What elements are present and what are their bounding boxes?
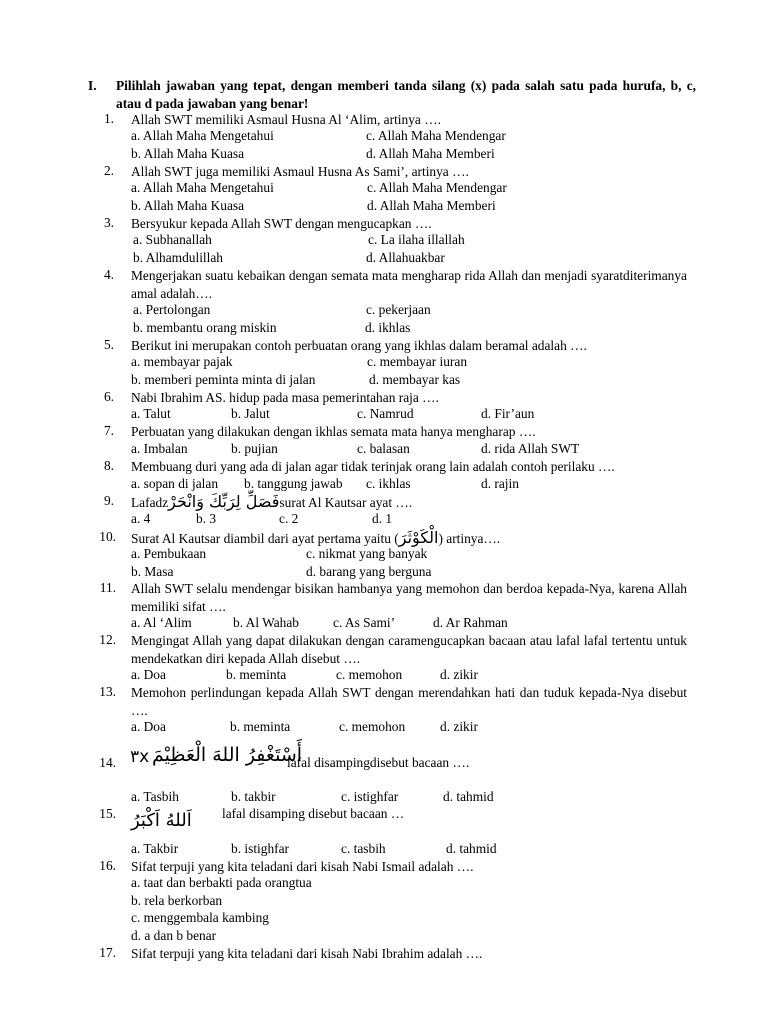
question-number: 11. — [99, 580, 116, 595]
option-a[interactable]: a. Al ‘Alim — [131, 615, 192, 630]
option-d[interactable]: d. rida Allah SWT — [481, 441, 580, 456]
question-text: Allah SWT juga memiliki Asmaul Husna As Sami’, artinya …. — [131, 164, 469, 179]
question-text: Allah SWT selalu mendengar bisikan hambanya yang memohon dan berdoa kepada-Nya, karena Allah memiliki sifat …. — [131, 581, 687, 614]
instruction-text: Pilihlah jawaban yang tepat, dengan memberi tanda silang (x) pada salah satu pada hurufa, b, c, atau d pada jawaban yang benar! — [116, 78, 696, 111]
option-d[interactable]: d. Allah Maha Memberi — [367, 198, 496, 213]
question-number: 1. — [103, 111, 114, 126]
option-c[interactable]: c. 2 — [279, 511, 299, 526]
question-text: lafal disamping disebut bacaan … — [222, 806, 405, 821]
question-number: 4. — [103, 267, 114, 282]
question-text: Sifat terpuji yang kita teladani dari kisah Nabi Ismail adalah …. — [131, 859, 474, 874]
option-a[interactable]: a. Allah Maha Mengetahui — [131, 128, 274, 143]
question-text: Mengingat Allah yang dapat dilakukan dengan caramengucapkan bacaan atau lafal lafal tertentu untuk mendekatkan diri kepada Allah disebut …. — [131, 633, 687, 666]
section-number: I. — [88, 78, 97, 93]
option-d[interactable]: d. membayar kas — [369, 372, 461, 387]
option-c[interactable]: c. nikmat yang banyak — [306, 546, 428, 561]
question-text — [131, 493, 687, 512]
arabic-multiplier: ٣x — [130, 747, 150, 767]
option-d[interactable]: d. zikir — [440, 719, 478, 734]
question-text: Allah SWT memiliki Asmaul Husna Al ‘Alim, artinya …. — [131, 112, 441, 127]
question-number: 8. — [103, 458, 114, 473]
option-c[interactable]: c. pekerjaan — [366, 302, 431, 317]
question-text-before: Surat Al Kautsar diambil dari ayat pertama yaitu ( — [131, 531, 399, 546]
option-b[interactable]: b. Allah Maha Kuasa — [131, 198, 245, 213]
option-b[interactable]: b. takbir — [231, 789, 276, 804]
question-number: 7. — [103, 423, 114, 438]
option-a[interactable]: a. Subhanallah — [133, 232, 212, 247]
question-number: 9. — [103, 493, 114, 508]
option-c[interactable]: c. memohon — [336, 667, 403, 682]
arabic-word: الْكَوْثَرَ — [398, 528, 439, 547]
question-text: Mengerjakan suatu kebaikan dengan semata mata mengharap rida Allah dan menjadi syaratditerimanya amal adalah…. — [131, 268, 687, 301]
option-c[interactable]: c. La ilaha illallah — [368, 232, 465, 247]
takbir-calligraphy: اَللهُ اَكْبَرُ — [131, 810, 192, 831]
question-text: Memohon perlindungan kepada Allah SWT dengan merendahkan hati dan tuduk kepada-Nya disebut …. — [131, 685, 687, 718]
option-c[interactable]: c. membayar iuran — [367, 354, 468, 369]
option-c[interactable]: c. Allah Maha Mendengar — [366, 128, 506, 143]
option-c[interactable]: c. Allah Maha Mendengar — [367, 180, 507, 195]
question-number: 2. — [103, 163, 114, 178]
question-text: Membuang duri yang ada di jalan agar tidak terinjak orang lain adalah contoh perilaku …. — [131, 459, 615, 474]
istighfar-calligraphy: أَسْتَغْفِرُ اللهَ الْعَظِيْمَ — [152, 744, 303, 766]
question-number: 16. — [99, 858, 116, 873]
question-text-after: surat Al Kautsar ayat …. — [279, 495, 413, 510]
question-number: 12. — [99, 632, 116, 647]
question-number: 3. — [103, 215, 114, 230]
option-d[interactable]: d. 1 — [372, 511, 393, 526]
option-b[interactable]: b. memberi peminta minta di jalan — [131, 372, 316, 387]
question-text: lafal disampingdisebut bacaan …. — [287, 755, 470, 770]
option-b[interactable]: b. meminta — [226, 667, 287, 682]
option-a[interactable]: a. Doa — [131, 719, 166, 734]
option-d[interactable]: d. Allahuakbar — [366, 250, 445, 265]
question-number: 14. — [99, 755, 116, 770]
question-number: 15. — [99, 806, 116, 821]
option-a[interactable]: a. membayar pajak — [131, 354, 233, 369]
option-b[interactable]: b. pujian — [231, 441, 278, 456]
option-c[interactable]: c. tasbih — [341, 841, 386, 856]
question-text: Sifat terpuji yang kita teladani dari kisah Nabi Ibrahim adalah …. — [131, 946, 483, 961]
arabic-verse: فَصَلِّ لِرَبِّكَ وَانْحَرْ — [168, 492, 280, 511]
option-a[interactable]: a. taat dan berbakti pada orangtua — [131, 875, 312, 890]
option-a[interactable]: a. Doa — [131, 667, 166, 682]
option-b[interactable]: b. Masa — [131, 564, 174, 579]
question-number: 17. — [99, 945, 116, 960]
option-c[interactable]: c. Namrud — [357, 406, 414, 421]
option-d[interactable]: d. Fir’aun — [481, 406, 535, 421]
option-d[interactable]: d. Allah Maha Memberi — [366, 146, 495, 161]
option-a[interactable]: a. Talut — [131, 406, 171, 421]
option-a[interactable]: a. sopan di jalan — [131, 476, 219, 491]
option-b[interactable]: b. Allah Maha Kuasa — [131, 146, 245, 161]
question-text-after: ) artinya…. — [438, 531, 501, 546]
option-d[interactable]: d. barang yang berguna — [306, 564, 432, 579]
option-d[interactable]: d. a dan b benar — [131, 928, 217, 943]
option-b[interactable]: b. meminta — [230, 719, 291, 734]
option-a[interactable]: a. Takbir — [131, 841, 179, 856]
question-number: 5. — [103, 337, 114, 352]
option-b[interactable]: b. membantu orang miskin — [133, 320, 277, 335]
question-text: Perbuatan yang dilakukan dengan ikhlas semata mata hanya mengharap …. — [131, 424, 536, 439]
option-c[interactable]: c. ikhlas — [366, 476, 411, 491]
option-d[interactable]: d. zikir — [440, 667, 478, 682]
option-d[interactable]: d. tahmid — [443, 789, 494, 804]
option-a[interactable]: a. Tasbih — [131, 789, 179, 804]
option-a[interactable]: a. Allah Maha Mengetahui — [131, 180, 274, 195]
option-a[interactable]: a. Pertolongan — [133, 302, 211, 317]
option-c[interactable]: c. istighfar — [341, 789, 399, 804]
question-number: 13. — [99, 684, 116, 699]
option-b[interactable]: b. rela berkorban — [131, 893, 223, 908]
question-text: Nabi Ibrahim AS. hidup pada masa pemerintahan raja …. — [131, 390, 439, 405]
option-d[interactable]: d. Ar Rahman — [433, 615, 508, 630]
option-a[interactable]: a. Pembukaan — [131, 546, 207, 561]
option-b[interactable]: b. Al Wahab — [233, 615, 299, 630]
option-d[interactable]: d. ikhlas — [365, 320, 411, 335]
question-text: Bersyukur kepada Allah SWT dengan mengucapkan …. — [131, 216, 432, 231]
question-number: 10. — [99, 529, 116, 544]
question-text: Berikut ini merupakan contoh perbuatan orang yang ikhlas dalam beramal adalah …. — [131, 338, 587, 353]
option-d[interactable]: d. rajin — [481, 476, 519, 491]
option-a[interactable]: a. Imbalan — [131, 441, 188, 456]
option-b[interactable]: b. istighfar — [231, 841, 290, 856]
section-instruction — [88, 77, 696, 112]
option-a[interactable]: a. 4 — [131, 511, 151, 526]
question-text-before: Lafadz — [131, 495, 169, 510]
option-b[interactable]: b. 3 — [196, 511, 217, 526]
question-number: 6. — [103, 389, 114, 404]
option-b[interactable]: b. Alhamdulillah — [133, 250, 224, 265]
option-b[interactable]: b. Jalut — [231, 406, 270, 421]
option-c[interactable]: c. As Sami’ — [333, 615, 396, 630]
option-d[interactable]: d. tahmid — [446, 841, 497, 856]
option-c[interactable]: c. balasan — [357, 441, 410, 456]
option-c[interactable]: c. memohon — [339, 719, 406, 734]
option-b[interactable]: b. tanggung jawab — [244, 476, 343, 491]
question-text — [131, 529, 687, 548]
option-c[interactable]: c. menggembala kambing — [131, 910, 269, 925]
